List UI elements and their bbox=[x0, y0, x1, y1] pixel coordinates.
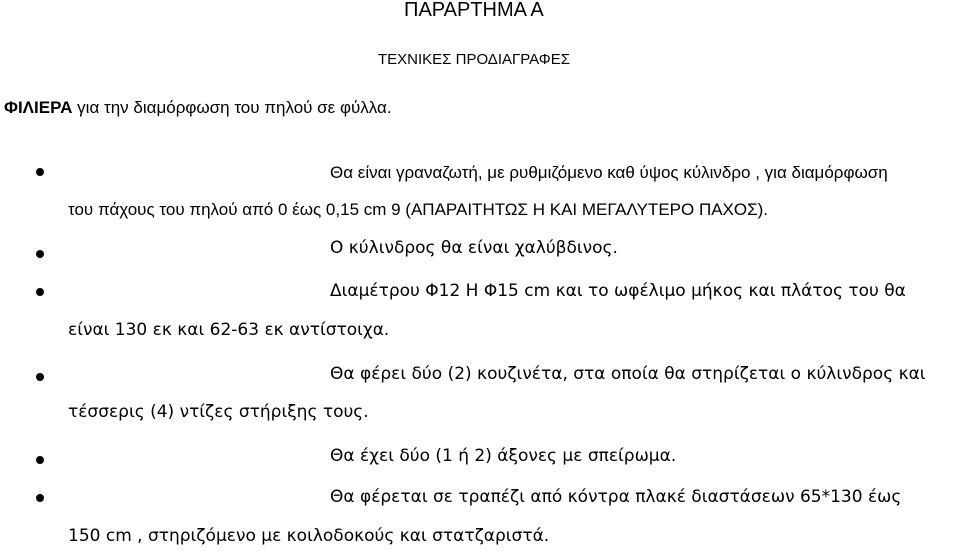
bullet-marker bbox=[36, 250, 44, 258]
list-item-text: Θα είναι γραναζωτή, με ρυθμιζόμενο καθ ύψος κύλινδρο , για διαμόρφωση bbox=[330, 163, 888, 182]
list-item-continuation: του πάχους του πηλού από 0 έως 0,15 cm 9 (ΑΠΑΡΑΙΤΗΤΩΣ Η ΚΑΙ ΜΕΓΑΛΥΤΕΡΟ ΠΑΧΟΣ). bbox=[68, 200, 769, 219]
list-item-text: Διαμέτρου Φ12 Η Φ15 cm και το ωφέλιμο μήκος και πλάτος του θα bbox=[330, 281, 906, 301]
bullet-marker bbox=[36, 456, 44, 464]
annex-title: ΠΑΡΑΡΤΗΜΑ Α bbox=[404, 0, 544, 21]
bullet-marker bbox=[36, 168, 44, 176]
list-item-text: Θα φέρει δύο (2) κουζινέτα, στα οποία θα στηρίζεται ο κύλινδρος και bbox=[330, 364, 926, 384]
list-item-text: Ο κύλινδρος θα είναι χαλύβδινος. bbox=[330, 238, 618, 258]
list-item-continuation: είναι 130 εκ και 62-63 εκ αντίστοιχα. bbox=[68, 320, 390, 340]
list-item-text: Θα φέρεται σε τραπέζι από κόντρα πλακέ διαστάσεων 65*130 έως bbox=[330, 487, 902, 507]
list-item-continuation: 150 cm , στηριζόμενο με κοιλοδοκούς και στατζαριστά. bbox=[68, 526, 550, 546]
intro-term: ΦΙΛΙΕΡΑ bbox=[4, 98, 73, 117]
intro-text: για την διαμόρφωση του πηλού σε φύλλα. bbox=[72, 98, 392, 117]
list-item-continuation: τέσσερις (4) ντίζες στήριξης τους. bbox=[68, 402, 369, 422]
list-item-text: Θα έχει δύο (1 ή 2) άξονες με σπείρωμα. bbox=[330, 446, 677, 466]
bullet-marker bbox=[36, 494, 44, 502]
bullet-marker bbox=[36, 373, 44, 381]
intro-line bbox=[4, 99, 392, 116]
specs-subtitle: ΤΕΧΝΙΚΕΣ ΠΡΟΔΙΑΓΡΑΦΕΣ bbox=[378, 51, 570, 68]
bullet-marker bbox=[36, 288, 44, 296]
